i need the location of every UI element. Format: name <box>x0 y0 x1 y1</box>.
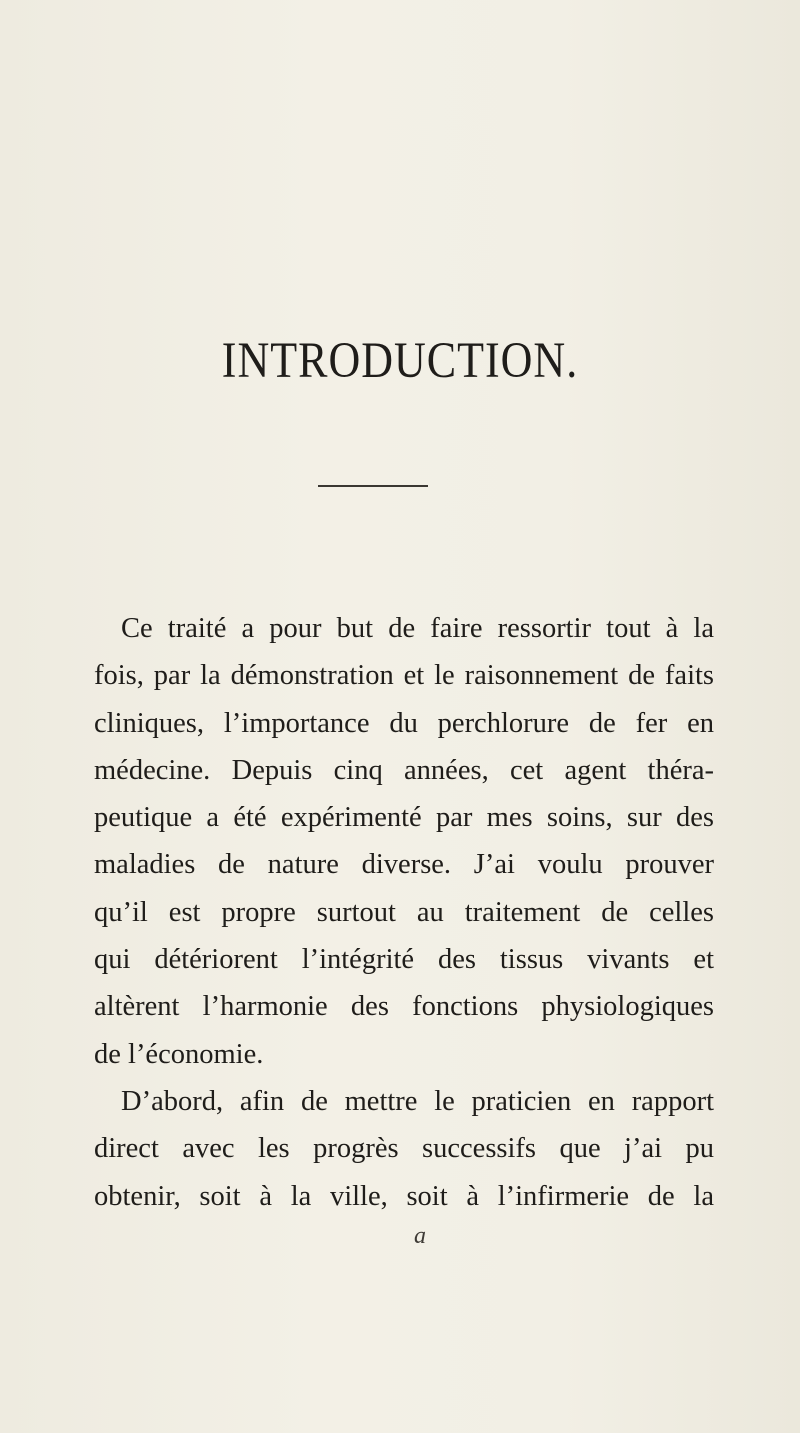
body-text <box>94 605 714 1220</box>
text-line: qui détériorent l’intégrité des tissus vivants et <box>94 944 714 976</box>
text-line: médecine. Depuis cinq années, cet agent théra- <box>94 754 714 786</box>
text-line: direct avec les progrès successifs que j’ai pu <box>94 1133 714 1165</box>
text-line: peutique a été expérimenté par mes soins, sur des <box>94 802 714 834</box>
text-line: obtenir, soit à la ville, soit à l’infirmerie de la <box>94 1180 714 1212</box>
page-title: INTRODUCTION. <box>221 332 579 389</box>
text-line: Ce traité a pour but de faire ressortir tout à la <box>121 613 714 644</box>
text-line: D’abord, afin de mettre le praticien en rapport <box>121 1085 714 1117</box>
text-line: de l’économie. <box>94 1038 264 1070</box>
title-rule <box>318 485 428 487</box>
text-line: altèrent l’harmonie des fonctions physiologiques <box>94 991 714 1023</box>
text-line: fois, par la démonstration et le raisonnement de faits <box>94 660 714 692</box>
text-line: maladies de nature diverse. J’ai voulu prouver <box>94 849 714 881</box>
signature-mark: a <box>414 1223 426 1249</box>
text-line: cliniques, l’importance du perchlorure de fer en <box>94 707 714 739</box>
text-line: qu’il est propre surtout au traitement de celles <box>94 896 714 928</box>
